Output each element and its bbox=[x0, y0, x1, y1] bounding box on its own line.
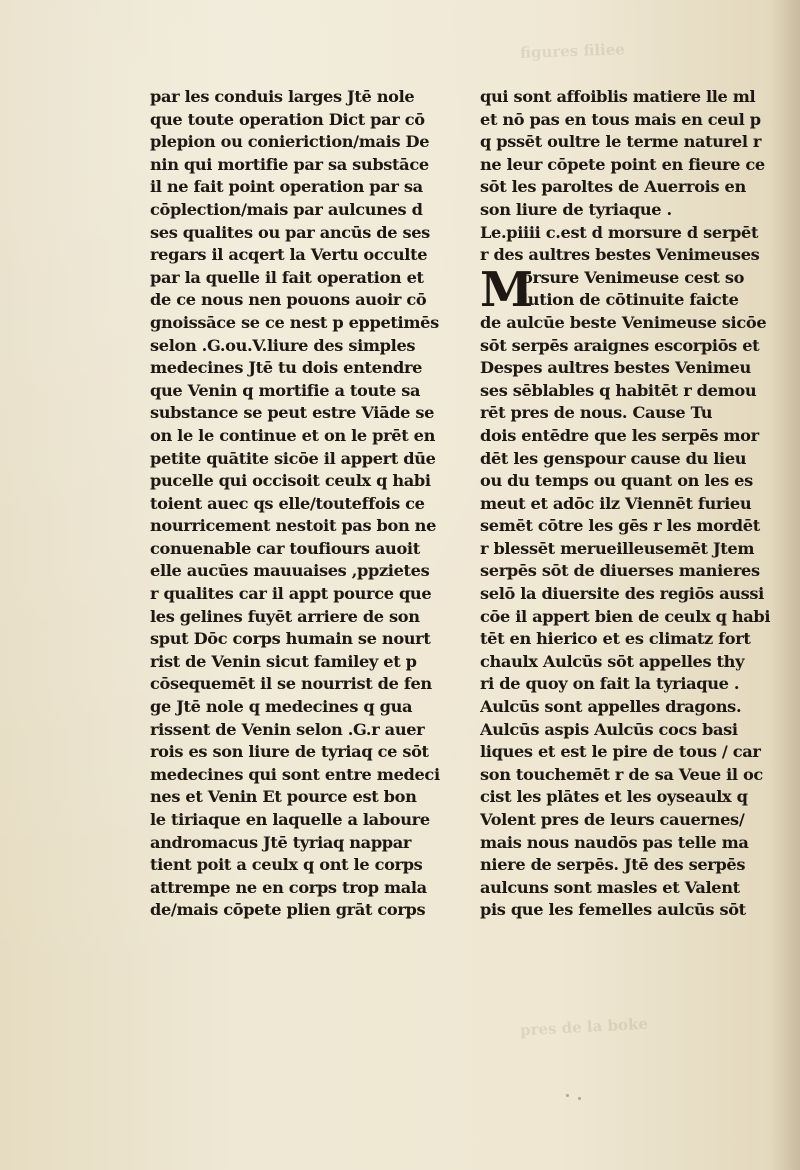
text-line: regars il acqert la Vertu occulte bbox=[150, 245, 428, 265]
text-line: Le.piiii c.est d morsure d serpēt bbox=[480, 222, 759, 242]
text-line: selon .G.ou.V.liure des simples bbox=[150, 335, 416, 355]
text-line: Aulcūs sont appelles dragons. bbox=[480, 697, 742, 717]
text-line: sōt serpēs araignes escorpiōs et bbox=[480, 335, 760, 355]
chapter-opening bbox=[480, 261, 780, 318]
text-line: pis que les femelles aulcūs sōt bbox=[480, 900, 746, 920]
text-line: cist les plātes et les oyseaulx q bbox=[480, 787, 748, 807]
text-line: chaulx Aulcūs sōt appelles thy bbox=[480, 651, 745, 671]
text-line: cōsequemēt il se nourrist de fen bbox=[150, 674, 432, 694]
text-line: que toute operation Dict par cō bbox=[150, 109, 425, 129]
right-text-column bbox=[480, 86, 780, 922]
ink-speck bbox=[566, 1094, 569, 1097]
text-line: plepion ou conieriction/mais De bbox=[150, 132, 430, 152]
text-line: sput Dōc corps humain se nourt bbox=[150, 629, 431, 649]
text-line: que Venin q mortifie a toute sa bbox=[150, 380, 421, 400]
text-line: attrempe ne en corps trop mala bbox=[150, 877, 427, 897]
text-line: selō la diuersite des regiōs aussi bbox=[480, 584, 764, 604]
text-line: de aulcūe beste Venimeuse sicōe bbox=[480, 312, 767, 332]
text-line: les gelines fuyēt arriere de son bbox=[150, 606, 420, 626]
text-line: nin qui mortifie par sa substāce bbox=[150, 154, 429, 174]
text-line: tient poit a ceulx q ont le corps bbox=[150, 855, 423, 875]
text-line: Volent pres de leurs cauernes/ bbox=[480, 810, 745, 829]
text-line: cōplection/mais par aulcunes d bbox=[150, 199, 423, 219]
text-line: lution de cōtinuite faicte bbox=[522, 290, 739, 310]
text-line: medecines Jtē tu dois entendre bbox=[150, 358, 423, 378]
text-line: orsure Venimeuse cest so bbox=[522, 267, 745, 287]
text-line: ge Jtē nole q medecines q gua bbox=[150, 697, 413, 717]
text-line: rissent de Venin selon .G.r auer bbox=[150, 719, 425, 739]
text-line: ri de quoy on fait la tyriaque . bbox=[480, 674, 740, 694]
left-text-column bbox=[150, 86, 465, 922]
text-line: et nō pas en tous mais en ceul p bbox=[480, 109, 761, 129]
text-line: Despes aultres bestes Venimeu bbox=[480, 358, 751, 378]
show-through-text-bottom: pres de la boke bbox=[519, 1014, 649, 1040]
text-line: elle aucūes mauuaises ,ppzietes bbox=[150, 561, 430, 581]
show-through-text-top: figures filiee bbox=[519, 40, 626, 62]
text-line: dois entēdre que les serpēs mor bbox=[480, 425, 759, 445]
text-line: cōe il appert bien de ceulx q habi bbox=[480, 606, 771, 626]
text-line: gnoissāce se ce nest p eppetimēs bbox=[150, 312, 439, 332]
text-line: meut et adōc ilz Viennēt furieu bbox=[480, 493, 752, 513]
ink-speck bbox=[578, 1097, 581, 1100]
text-line: nes et Venin Et pource est bon bbox=[150, 787, 417, 807]
text-line: semēt cōtre les gēs r les mordēt bbox=[480, 516, 760, 536]
text-line: ou du temps ou quant on les es bbox=[480, 471, 753, 491]
text-line: medecines qui sont entre medeci bbox=[150, 764, 440, 784]
text-line: q pssēt oultre le terme naturel r bbox=[480, 132, 762, 152]
decorated-initial: M bbox=[480, 261, 533, 318]
text-line: son liure de tyriaque . bbox=[480, 199, 672, 219]
text-line: par les conduis larges Jtē nole bbox=[150, 87, 415, 106]
right-column-top bbox=[480, 86, 780, 267]
text-line: toient auec qs elle/touteffois ce bbox=[150, 493, 425, 513]
text-line: son touchemēt r de sa Veue il oc bbox=[480, 764, 763, 784]
text-line: Aulcūs aspis Aulcūs cocs basi bbox=[480, 719, 738, 739]
text-line: aulcuns sont masles et Valent bbox=[480, 877, 740, 897]
text-line: rist de Venin sicut familey et p bbox=[150, 651, 417, 671]
text-line: ses sēblables q habitēt r demou bbox=[480, 380, 757, 400]
text-line: qui sont affoiblis matiere lle ml bbox=[480, 87, 756, 106]
text-line: liques et est le pire de tous / car bbox=[480, 742, 761, 762]
text-line: conuenable car toufiours auoit bbox=[150, 538, 420, 558]
text-line: rois es son liure de tyriaq ce sōt bbox=[150, 742, 429, 762]
text-line: sōt les paroltes de Auerrois en bbox=[480, 177, 746, 197]
text-line: ne leur cōpete point en fieure ce bbox=[480, 154, 765, 174]
text-line: il ne fait point operation par sa bbox=[150, 177, 423, 197]
text-line: substance se peut estre Viāde se bbox=[150, 403, 435, 423]
text-line: niere de serpēs. Jtē des serpēs bbox=[480, 855, 746, 875]
text-line: le tiriaque en laquelle a laboure bbox=[150, 810, 430, 829]
text-line: on le le continue et on le prēt en bbox=[150, 425, 436, 445]
text-line: nourricement nestoit pas bon ne bbox=[150, 516, 437, 536]
right-column-continued bbox=[480, 312, 780, 922]
text-line: r blessēt merueilleusemēt Jtem bbox=[480, 538, 755, 558]
text-line: tēt en hierico et es climatz fort bbox=[480, 629, 751, 649]
text-line: r qualites car il appt pource que bbox=[150, 584, 432, 604]
text-line: serpēs sōt de diuerses manieres bbox=[480, 561, 760, 581]
text-line: andromacus Jtē tyriaq nappar bbox=[150, 832, 412, 852]
text-line: par la quelle il fait operation et bbox=[150, 267, 424, 287]
text-line: mais nous naudōs pas telle ma bbox=[480, 832, 749, 852]
text-line: de/mais cōpete plien grāt corps bbox=[150, 900, 426, 920]
text-line: rēt pres de nous. Cause Tu bbox=[480, 403, 713, 423]
text-line: dēt les genspour cause du lieu bbox=[480, 448, 747, 468]
text-line: de ce nous nen pouons auoir cō bbox=[150, 290, 427, 310]
text-line: ses qualites ou par ancūs de ses bbox=[150, 222, 430, 242]
text-line: r des aultres bestes Venimeuses bbox=[480, 245, 760, 265]
text-line: pucelle qui occisoit ceulx q habi bbox=[150, 471, 431, 491]
text-line: petite quātite sicōe il appert dūe bbox=[150, 448, 436, 468]
